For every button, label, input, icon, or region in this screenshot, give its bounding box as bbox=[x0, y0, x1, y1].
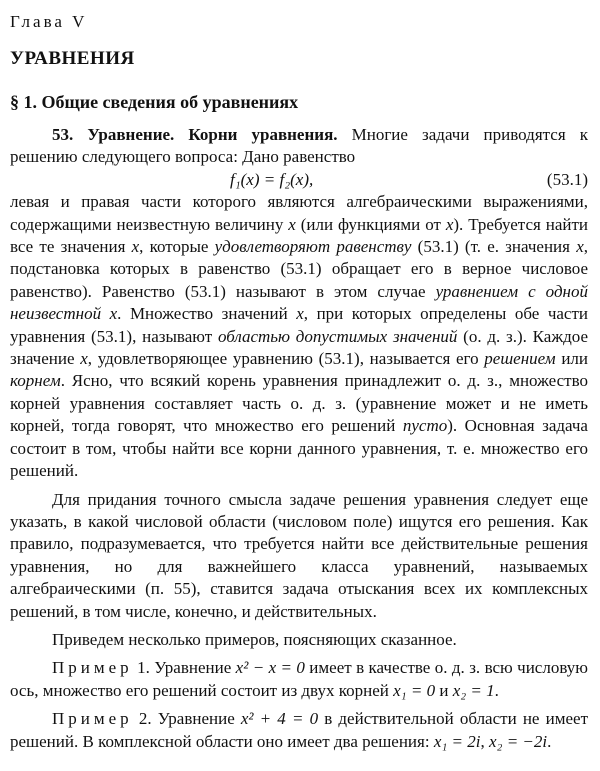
root: x₂ = −2i bbox=[488, 731, 548, 751]
text: или bbox=[555, 349, 588, 369]
text: . Ясно, что всякий корень уравнения принадлежит о. д. з., множество корней уравнения составляет часть о. д. з. (уравнение может и не иметь корней, тогда говорят, что множество его решений bbox=[10, 371, 588, 436]
emphasis: уравнением с одной неизвестной x bbox=[10, 281, 588, 324]
example-1 bbox=[10, 657, 588, 702]
text: ). Основная задача состоит в том, чтобы найти все корни данного уравнения, т. е. множество его решений. bbox=[10, 416, 588, 481]
chapter-label: Глава V bbox=[10, 12, 88, 31]
text: , подстановка которых в равенство (53.1) обращает его в верное числовое равенство). Равенство (53.1) называют в этом случае bbox=[10, 237, 588, 301]
text: Многие задачи приводятся к решению следующего вопроса: Дано равенство bbox=[10, 125, 588, 167]
paragraph-2 bbox=[10, 191, 588, 482]
chapter-title: УРАВНЕНИЯ bbox=[10, 48, 135, 69]
var: x bbox=[576, 237, 584, 257]
emphasis: удовлетворяют равенству bbox=[214, 237, 412, 257]
emphasis: областью допустимых значений bbox=[217, 326, 458, 346]
paragraph-1 bbox=[10, 124, 588, 169]
example-label: Пример bbox=[52, 709, 133, 729]
root: x₁ = 0 bbox=[393, 680, 436, 700]
text: . Множество значений bbox=[117, 304, 297, 324]
paragraph-3: Для придания точного смысла задаче решения уравнения следует еще указать, в какой числовой области (числовом поле) ищутся его решения. Как правило, подразумевается, что требуется найти все действительные решения уравнения, но для важнейшего класса уравнений, называемых алгебраическими (п. 55), ставится задача отыскания всех их комплексных решений, в том числе, конечно, и действительных. bbox=[10, 489, 588, 621]
formula-53-1 bbox=[10, 169, 588, 191]
text: , bbox=[480, 731, 489, 751]
text: , удовлетворяющее уравнению (53.1), называется его bbox=[87, 349, 485, 369]
section-title: § 1. Общие сведения об уравнениях bbox=[10, 92, 299, 112]
text: . bbox=[547, 731, 552, 751]
text: имеет в качестве о. д. з. всю числовую ось, множество его решений состоит из двух корней bbox=[10, 658, 588, 700]
emphasis: корнем bbox=[10, 371, 61, 391]
equation: x² + 4 = 0 bbox=[240, 709, 319, 729]
root: x₁ = 2i bbox=[433, 731, 481, 751]
text: ). Требуется найти все те значения bbox=[10, 214, 588, 257]
text: , при которых определены обе части уравнения (53.1), называют bbox=[10, 304, 589, 346]
var: x bbox=[445, 214, 454, 234]
text: (или функциями от bbox=[295, 214, 446, 234]
runin-heading: 53. Уравнение. Корни уравнения. bbox=[52, 125, 338, 144]
text: 1. Уравнение bbox=[132, 658, 236, 678]
equation: x² − x = 0 bbox=[235, 658, 305, 678]
var: x bbox=[288, 214, 296, 234]
text: (о. д. з.). Каждое значение bbox=[10, 326, 588, 369]
example-label: Пример bbox=[52, 658, 133, 678]
body-text bbox=[10, 124, 588, 753]
emphasis: решением bbox=[484, 349, 556, 369]
var: x bbox=[131, 237, 140, 257]
text: и bbox=[435, 680, 453, 700]
paragraph-4: Приведем несколько примеров, поясняющих сказанное. bbox=[52, 629, 457, 649]
text: в действительной области не имеет решений. В комплексной области оно имеет два решения: bbox=[10, 709, 588, 751]
var: x bbox=[80, 349, 88, 369]
text: 2. Уравнение bbox=[132, 709, 241, 729]
formula-expression: f₁(x) = f₂(x), bbox=[230, 169, 314, 189]
text: . bbox=[494, 680, 499, 700]
text: , которые bbox=[139, 237, 215, 257]
text: левая и правая части которого являются алгебраическими выражениями, содержащими неизвестную величину bbox=[10, 192, 588, 234]
root: x₂ = 1 bbox=[452, 680, 495, 700]
text: (53.1) (т. е. значения bbox=[411, 237, 577, 257]
example-2 bbox=[10, 708, 588, 753]
var: x bbox=[296, 304, 304, 324]
formula-number: (53.1) bbox=[546, 169, 588, 189]
emphasis: пусто bbox=[402, 416, 448, 436]
